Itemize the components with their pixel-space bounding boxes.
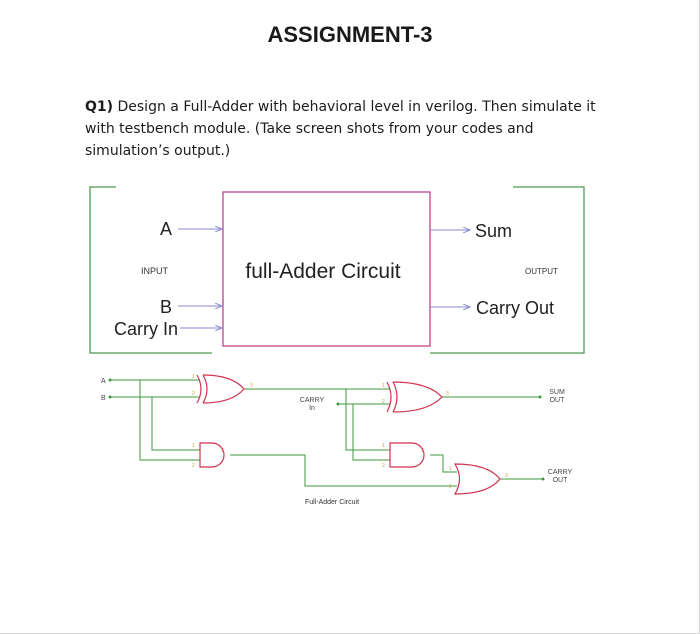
svg-text:3: 3 — [421, 448, 424, 454]
carry-out-label-2: OUT — [552, 477, 568, 484]
input-a-label: A — [159, 219, 172, 239]
or-gate — [455, 464, 500, 494]
carry-out-label-1: CARRY — [547, 469, 573, 476]
svg-text:2: 2 — [382, 463, 385, 469]
svg-text:1: 1 — [449, 466, 452, 472]
svg-text:3: 3 — [250, 383, 253, 389]
input-group-label: INPUT — [141, 266, 168, 276]
svg-text:2: 2 — [192, 391, 195, 397]
gate-diagram — [101, 374, 573, 506]
input-b-label: B — [159, 297, 172, 317]
output-sum-label: Sum — [475, 221, 513, 241]
block-diagram — [90, 187, 584, 353]
sum-out-label-2: OUT — [549, 397, 565, 404]
carry-out-node — [542, 478, 545, 481]
xor-gate-1 — [197, 375, 244, 403]
block-center-label: full-Adder Circuit — [245, 260, 401, 283]
svg-text:3: 3 — [505, 473, 508, 479]
svg-text:1: 1 — [192, 374, 195, 380]
svg-text:1: 1 — [382, 383, 385, 389]
svg-text:1: 1 — [382, 443, 385, 449]
output-group-label: OUTPUT — [525, 267, 558, 276]
svg-text:2: 2 — [449, 484, 452, 490]
svg-text:2: 2 — [192, 463, 195, 469]
gate-input-a-label: A — [101, 378, 106, 385]
question-body: Design a Full-Adder with behavioral level in verilog. Then simulate it with testbench module. (Take screen shots from your codes and simulation’s output.) — [85, 99, 596, 159]
and-gate-2 — [390, 443, 424, 467]
pin-labels — [192, 374, 508, 490]
carry-in-node — [337, 403, 340, 406]
input-carry-in-label: Carry In — [113, 319, 178, 339]
gate-input-b-label: B — [101, 395, 106, 402]
gate-diagram-caption: Full-Adder Circuit — [304, 499, 360, 506]
page-title: ASSIGNMENT-3 — [267, 22, 433, 47]
wires — [110, 380, 543, 486]
svg-text:2: 2 — [382, 399, 385, 405]
and-gate-1 — [200, 443, 224, 467]
sum-out-node — [539, 396, 542, 399]
svg-text:3: 3 — [446, 391, 449, 397]
xor-gate-2 — [387, 382, 442, 412]
sum-out-label-1: SUM — [549, 389, 565, 396]
output-bracket — [430, 187, 584, 353]
carry-in-label-2: In — [309, 405, 315, 412]
output-carry-out-label: Carry Out — [476, 298, 555, 318]
question-number: Q1) — [85, 99, 114, 115]
svg-text:3: 3 — [221, 448, 224, 454]
carry-in-label-1: CARRY — [299, 397, 325, 404]
svg-text:1: 1 — [192, 443, 195, 449]
